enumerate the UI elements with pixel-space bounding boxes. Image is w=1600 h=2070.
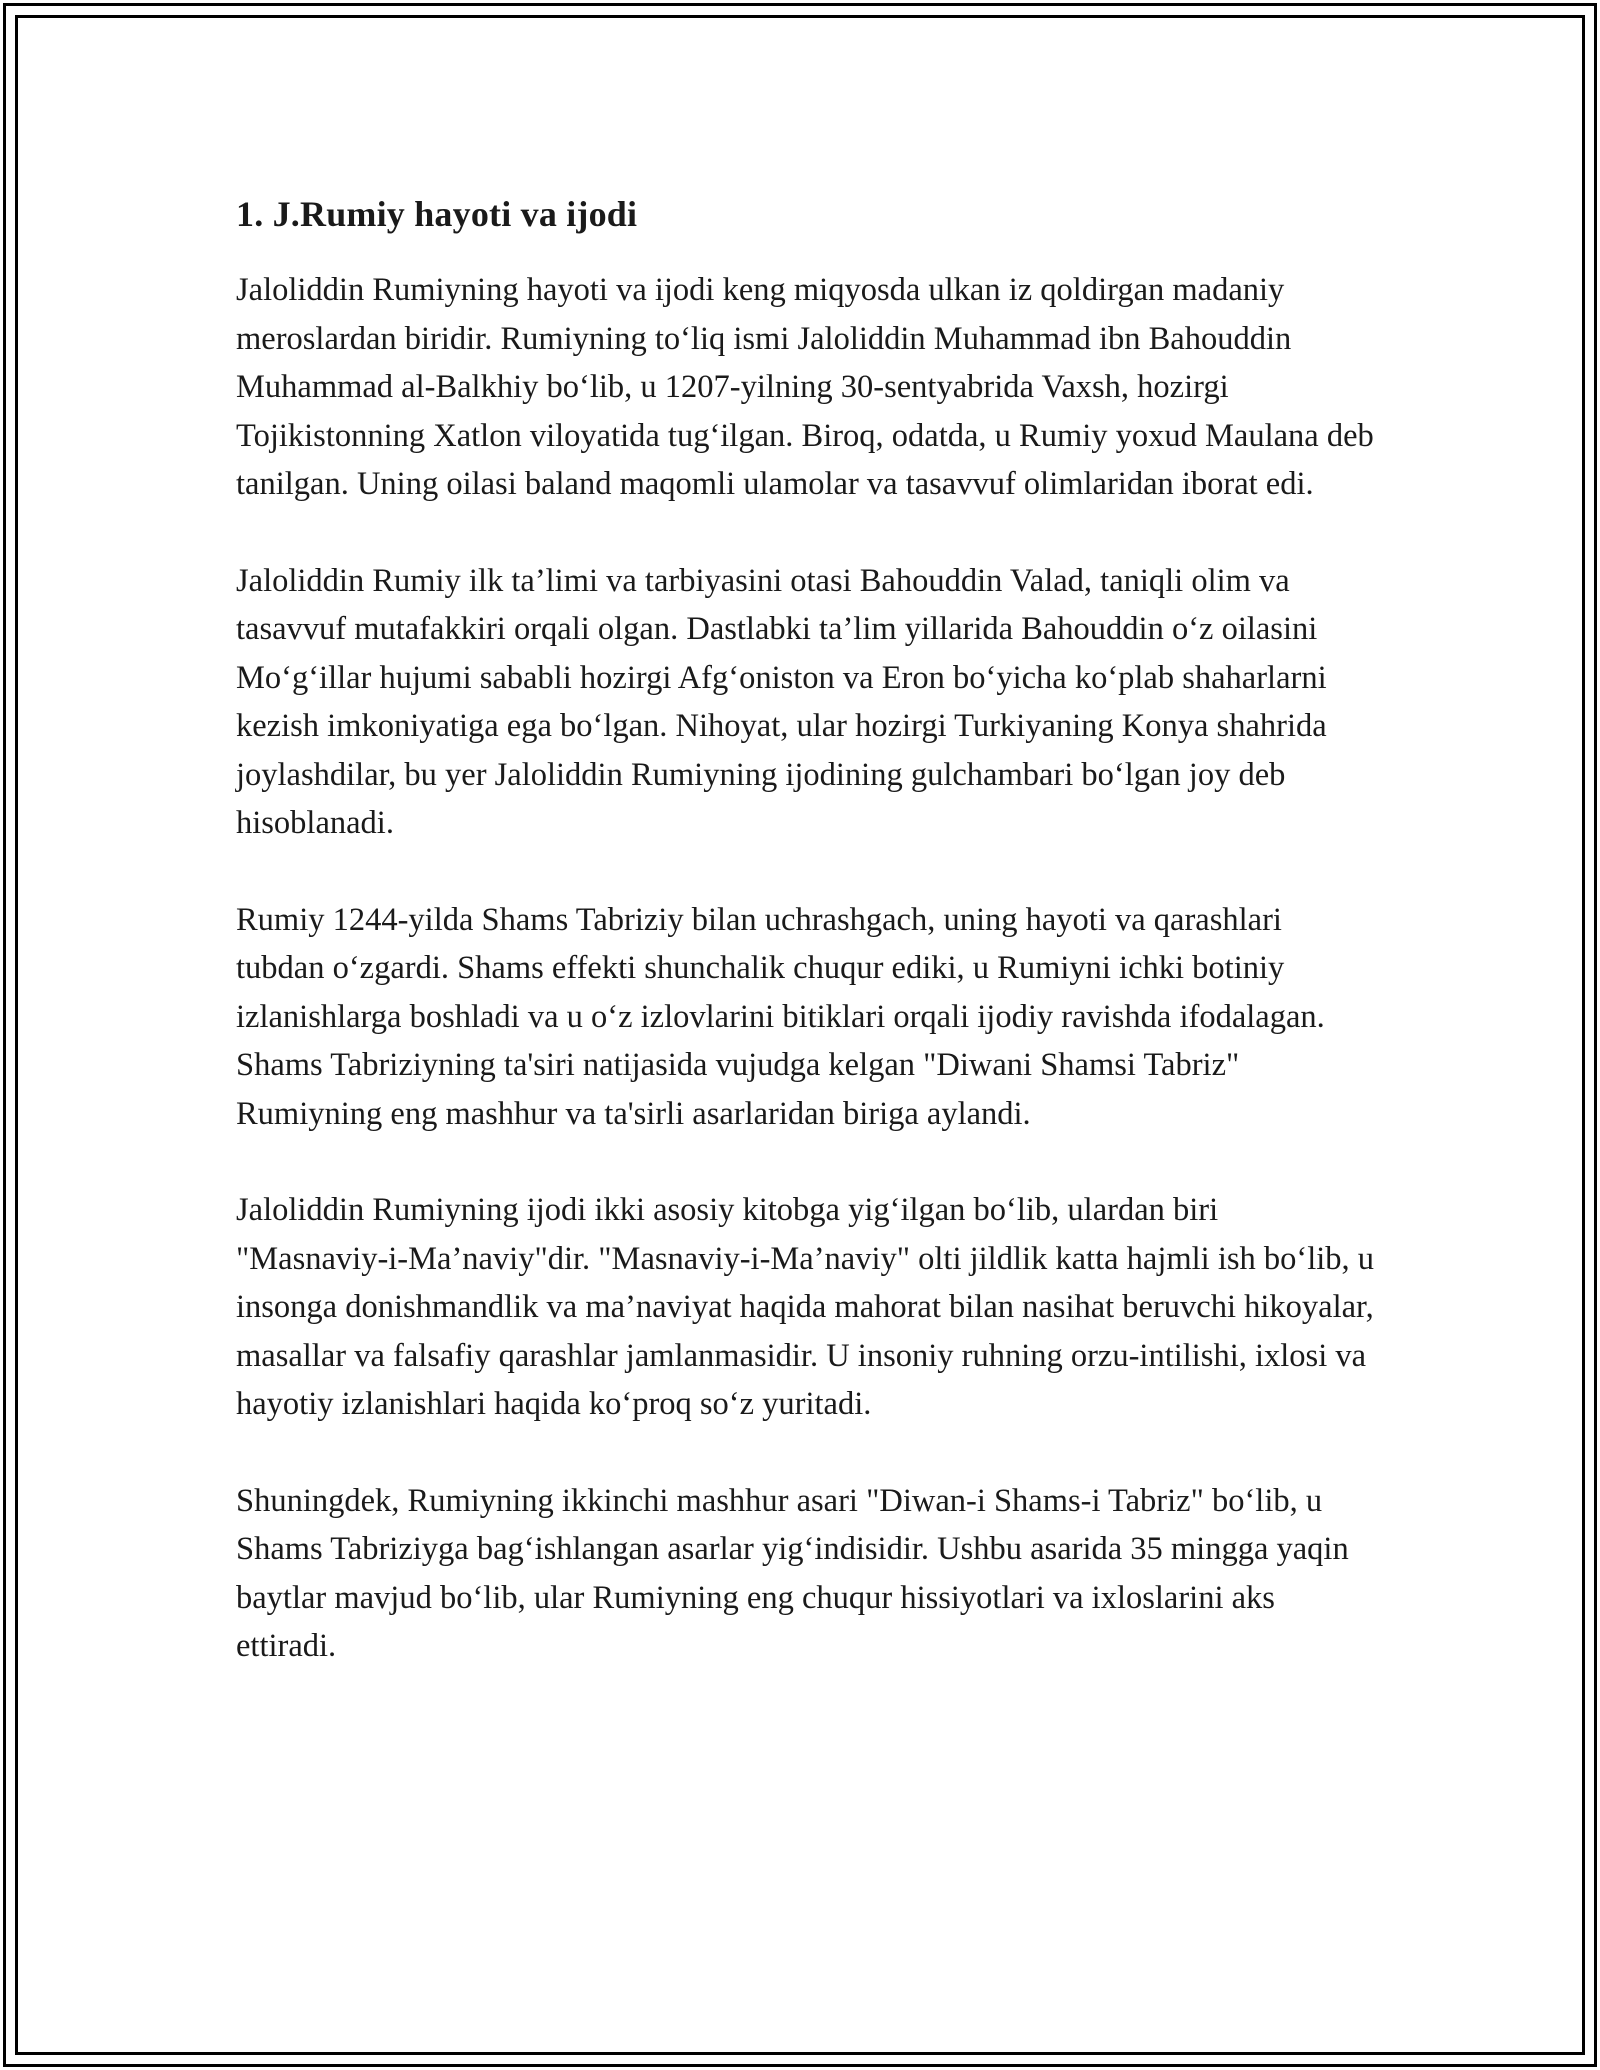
paragraph-masnaviy: Jaloliddin Rumiyning ijodi ikki asosiy kitobga yig‘ilgan bo‘lib, ulardan biri "Masnaviy-i-Ma’naviy"dir. "Masnaviy-i-Ma’naviy" olti jildlik katta hajmli ish bo‘lib, u insonga donishmandlik va ma’naviyat haqida mahorat bilan nasihat beruvchi hikoyalar, masallar va falsafiy qarashlar jamlanmasidir. U insoniy ruhning orzu-intilishi, ixlosi va hayotiy izlanishlari haqida ko‘proq so‘z yuritadi. xyxy=(236,1192,1375,1422)
paragraph-rumiy-origins: Jaloliddin Rumiyning hayoti va ijodi keng miqyosda ulkan iz qoldirgan madaniy meroslardan biridir. Rumiyning to‘liq ismi Jaloliddin Muhammad ibn Bahouddin Muhammad al-Balkhiy bo‘lib, u 1207-yilning 30-sentyabrida Vaxsh, hozirgi Tojikistonning Xatlon viloyatida tug‘ilgan. Biroq, odatda, u Rumiy yoxud Maulana deb tanilgan. Uning oilasi baland maqomli ulamolar va tasavvuf olimlaridan iborat edi. xyxy=(236,272,1374,502)
document-body xyxy=(236,188,1376,1719)
document-title: 1. J.Rumiy hayoti va ijodi xyxy=(236,194,638,234)
paragraph-shams-tabriziy: Rumiy 1244-yilda Shams Tabriziy bilan uchrashgach, uning hayoti va qarashlari tubdan o‘zgardi. Shams effekti shunchalik chuqur ediki, u Rumiyni ichki botiniy izlanishlarga boshladi va u o‘z izlovlarini bitiklari orqali ijodiy ravishda ifodalagan. Shams Tabriziyning ta'siri natijasida vujudga kelgan "Diwani Shamsi Tabriz" Rumiyning eng mashhur va ta'sirli asarlaridan biriga aylandi. xyxy=(236,901,1325,1132)
paragraph-diwan: Shuningdek, Rumiyning ikkinchi mashhur asari "Diwan-i Shams-i Tabriz" bo‘lib, u Shams Tabriziyga bag‘ishlangan asarlar yig‘indisidir. Ushbu asarida 35 mingga yaqin baytlar mavjud bo‘lib, ular Rumiyning eng chuqur hissiyotlari va ixloslarini aks ettiradi. xyxy=(236,1482,1349,1664)
paragraph-early-education: Jaloliddin Rumiy ilk ta’limi va tarbiyasini otasi Bahouddin Valad, taniqli olim va tasavvuf mutafakkiri orqali olgan. Dastlabki ta’lim yillarida Bahouddin o‘z oilasini Mo‘g‘illar hujumi sababli hozirgi Afg‘oniston va Eron bo‘yicha ko‘plab shaharlarni kezish imkoniyatiga ega bo‘lgan. Nihoyat, ular hozirgi Turkiyaning Konya shahrida joylashdilar, bu yer Jaloliddin Rumiyning ijodining gulchambari bo‘lgan joy deb hisoblanadi. xyxy=(236,562,1327,841)
